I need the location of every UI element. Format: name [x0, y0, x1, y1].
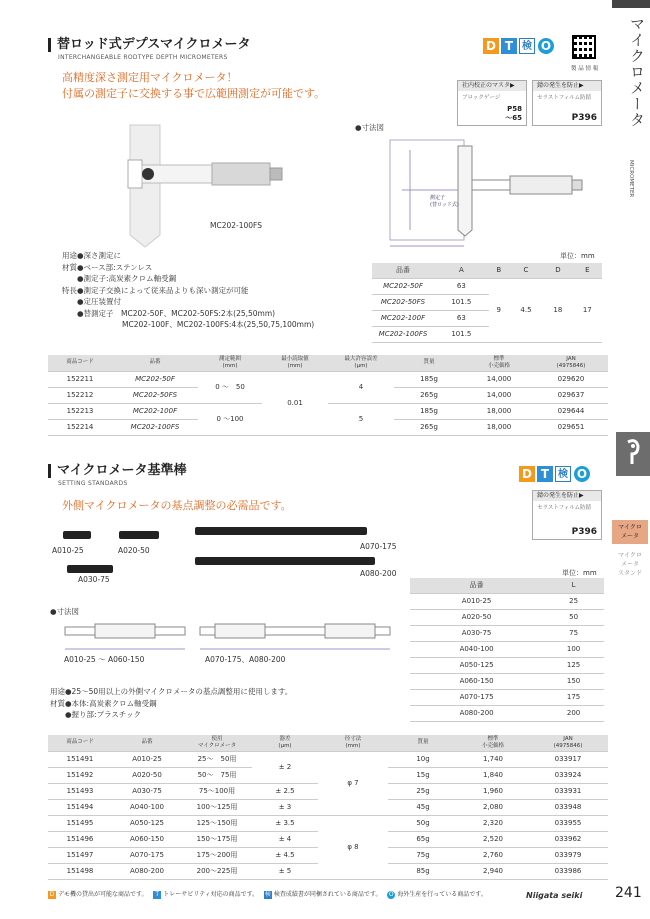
- spec-line: ●替測定子 MC202-50F、MC202-50FS:2本(25,50mm): [62, 308, 276, 318]
- section2-subtitle: SETTING STANDARDS: [58, 480, 128, 487]
- dim-label-1: ●寸法図: [355, 123, 385, 132]
- label-a070: A070-175: [360, 542, 397, 551]
- product-table-2: 商品コード 品番 使用 マイクロメータ 器差 (μm) 径寸法 (mm) 質量 標準 小売価格 JAN (4975846) 151491 A010-25 25～ 50用 ± 2 φ 7 10g 1,740 033917 151492 A020-50 50～ 75用 15g 1,840 033924 151493 A030-75 75～100用 ± 2.5 25g 1,960 033931 151494 A040-100 100～125用 ± 3 45g 2,080 033948 151495 A050-125 125～150用 ± 3.5 φ 8 50g 2,320 033955 151496 A060-150 150～175用 ± 4 65g 2,520 033962 151497 A070-175 175～200用 ± 4.5 75g 2,760 033979 151498 A080-200 200～225用 ± 5 85g 2,940 033986: [48, 735, 608, 880]
- spec-line: ●定圧装置付: [62, 297, 122, 306]
- table-row: 151492 A020-50 50～ 75用 15g 1,840 033924: [48, 767, 608, 783]
- sidebar-item-stand[interactable]: マイクロ メータ スタンド: [617, 552, 642, 577]
- label-a080: A080-200: [360, 569, 397, 578]
- qr-caption: 製 品 情 報: [571, 66, 599, 72]
- dim-probe-label: 測定子 (替ロッド式): [430, 195, 459, 208]
- dim-caption-right: A070-175、A080-200: [205, 655, 286, 664]
- spec-line: 材質●本体:高炭素クロム軸受鋼: [50, 698, 157, 708]
- col-header: 品番: [372, 263, 434, 278]
- table-row: A040-100 100: [410, 641, 604, 657]
- col-header: D: [543, 263, 572, 278]
- spec-line: 特長●測定子交換によって従来品よりも深い測定が可能: [62, 285, 249, 295]
- inspect-icon: 検: [264, 890, 271, 898]
- section2-title: マイクロメータ基準棒: [48, 464, 186, 478]
- badge-trace: T: [501, 38, 517, 54]
- caliper-tab-icon: [616, 432, 650, 476]
- dim-drawing-1: [380, 130, 610, 252]
- section1-subtitle: INTERCHANGEABLE RODTYPE DEPTH MICROMETERS: [58, 54, 228, 61]
- col-header: A: [434, 263, 489, 278]
- depth-micrometer-image: [100, 105, 300, 250]
- badge-inspect: 検: [519, 38, 535, 54]
- label-a010: A010-25: [52, 546, 84, 555]
- col-header: E: [573, 263, 602, 278]
- unit-label-2: 単位：mm: [562, 569, 597, 577]
- badge-demo: D: [483, 38, 499, 54]
- product-table-1: 商品コード 品番 測定範囲 (mm) 最小読取値 (mm) 最大許容誤差 (μm) 質量 標準 小売価格 JAN (4975846) 152211 MC202-50F 0 ～ 50 0.01 4 185g 14,000 029620 152212 MC202-50FS 265g 14,000 029637 152213 MC202-100F 0 ～100 5 185g 18,000 029644 152214 MC202-100FS 265g 18,000 029651: [48, 355, 608, 436]
- table-row: 152213 MC202-100F 0 ～100 5 185g 18,000 029644: [48, 403, 608, 419]
- ref-master-page: P58 ～65: [505, 105, 522, 122]
- table-row: A020-50 50: [410, 609, 604, 625]
- ref-rust-body: セラストフィルム防錆: [537, 505, 592, 511]
- table-row: 151496 A060-150 150～175用 ± 4 65g 2,520 033962: [48, 831, 608, 847]
- setting-standards-image: [55, 525, 375, 580]
- table-row: A030-75 75: [410, 625, 604, 641]
- table-row: MC202-50F 63 9 4.5 18 17: [372, 278, 602, 294]
- page-number: 241: [615, 885, 642, 901]
- overseas-icon: O: [388, 890, 394, 898]
- dim-drawing-2: [55, 615, 400, 657]
- footer-legend: D デモ機の貸出が可能な商品です。 T トレーサビリティ対応の商品です。 検 検査成績書が同梱されている商品です。 O 海外生産を行っている商品です。: [49, 890, 487, 898]
- col-header: B: [489, 263, 509, 278]
- ref-master-body: ブロックゲージ: [462, 95, 501, 101]
- spec-line: 用途●深さ測定に: [62, 251, 122, 260]
- table-row: A010-25 25: [410, 593, 604, 609]
- sidebar-top-bar: [612, 0, 650, 8]
- unit-label-1: 単位：mm: [560, 252, 595, 260]
- dim-label-2: ●寸法図: [50, 607, 80, 616]
- badge-overseas: O: [574, 466, 590, 482]
- section1-title: 替ロッド式デプスマイクロメータ: [48, 38, 250, 52]
- table-row: A080-200 200: [410, 705, 604, 721]
- badge-inspect: 検: [555, 466, 571, 482]
- table-row: MC202-100F 63: [372, 310, 602, 326]
- product-caption: MC202-100FS: [210, 221, 262, 230]
- ref-rust-header: 錆の発生を防止▶: [533, 491, 601, 501]
- section2-catch: 外側マイクロメータの基点調整の必需品です。: [62, 499, 292, 512]
- table-row: 151497 A070-175 175～200用 ± 4.5 75g 2,760 033979: [48, 847, 608, 863]
- qr-code[interactable]: [572, 35, 596, 59]
- table-row: 151493 A030-75 75～100用 ± 2.5 25g 1,960 033931: [48, 783, 608, 799]
- table-row: 152214 MC202-100FS 265g 18,000 029651: [48, 419, 608, 435]
- table-row: 151494 A040-100 100～125用 ± 3 45g 2,080 033948: [48, 799, 608, 815]
- ref-rust-header: 錆の発生を防止▶: [533, 81, 601, 91]
- section1-catch-1: 高精度深さ測定用マイクロメータ！: [62, 71, 238, 84]
- table-row: 151495 A050-125 125～150用 ± 3.5 φ 8 50g 2,320 033955: [48, 815, 608, 831]
- demo-icon: D: [49, 890, 55, 898]
- section2-specs: [50, 686, 292, 721]
- ref-rust-page: P396: [571, 527, 597, 537]
- ref-master-header: 社内校正のマスタ▶: [458, 81, 526, 91]
- spec-line: ●測定子:高炭素クロム軸受鋼: [62, 274, 177, 283]
- spec-line: ●握り部:プラスチック: [50, 710, 141, 719]
- table-row: A060-150 150: [410, 673, 604, 689]
- sidebar-title: マイクロメータ: [628, 16, 646, 128]
- label-a030: A030-75: [78, 575, 110, 584]
- ref-rust[interactable]: [532, 80, 602, 126]
- spec-line: MC202-100F、MC202-100FS:4本(25,50,75,100mm): [62, 320, 315, 329]
- label-a020: A020-50: [118, 546, 150, 555]
- table-row: A070-175 175: [410, 689, 604, 705]
- table-row: 152212 MC202-50FS 265g 14,000 029637: [48, 387, 608, 403]
- table-row: 151498 A080-200 200～225用 ± 5 85g 2,940 033986: [48, 863, 608, 879]
- ref-rust-page: P396: [571, 113, 597, 123]
- col-header: C: [509, 263, 543, 278]
- badge-overseas: O: [538, 38, 554, 54]
- ref-rust-body: セラストフィルム防錆: [537, 95, 592, 101]
- ref-master[interactable]: [457, 80, 527, 126]
- sidebar-subtitle: MICROMETER: [628, 160, 634, 198]
- table-row: MC202-100FS 101.5: [372, 326, 602, 342]
- badge-trace: T: [537, 466, 553, 482]
- ref-rust-2[interactable]: [532, 490, 602, 540]
- section1-specs: [62, 250, 314, 331]
- badge-demo: D: [519, 466, 535, 482]
- dim-table-1: [372, 263, 602, 343]
- table-row: 152211 MC202-50F 0 ～ 50 0.01 4 185g 14,000 029620: [48, 371, 608, 387]
- trace-icon: T: [153, 891, 161, 899]
- spec-line: 用途●25～50用以上の外側マイクロメータの基点調整用に使用します。: [50, 687, 293, 696]
- section1-catch-2: 付属の測定子に交換する事で広範囲測定が可能です。: [62, 87, 326, 100]
- l-table: 品番 L A010-25 25 A020-50 50 A030-75 75 A040-100 100 A050-125 125 A060-150 150 A070-175 175 A080-200 200: [410, 578, 604, 722]
- table-row: MC202-50FS 101.5: [372, 294, 602, 310]
- hook-icon: [616, 432, 650, 476]
- table-row: 151491 A010-25 25～ 50用 ± 2 φ 7 10g 1,740 033917: [48, 751, 608, 767]
- spec-line: 材質●ベース部:ステンレス: [62, 262, 153, 272]
- table-row: A050-125 125: [410, 657, 604, 673]
- dim-caption-left: A010-25 ～ A060-150: [64, 655, 145, 664]
- brand-logo: Niigata seiki: [526, 891, 583, 900]
- sidebar-item-micrometer[interactable]: マイクロ メータ: [612, 520, 648, 544]
